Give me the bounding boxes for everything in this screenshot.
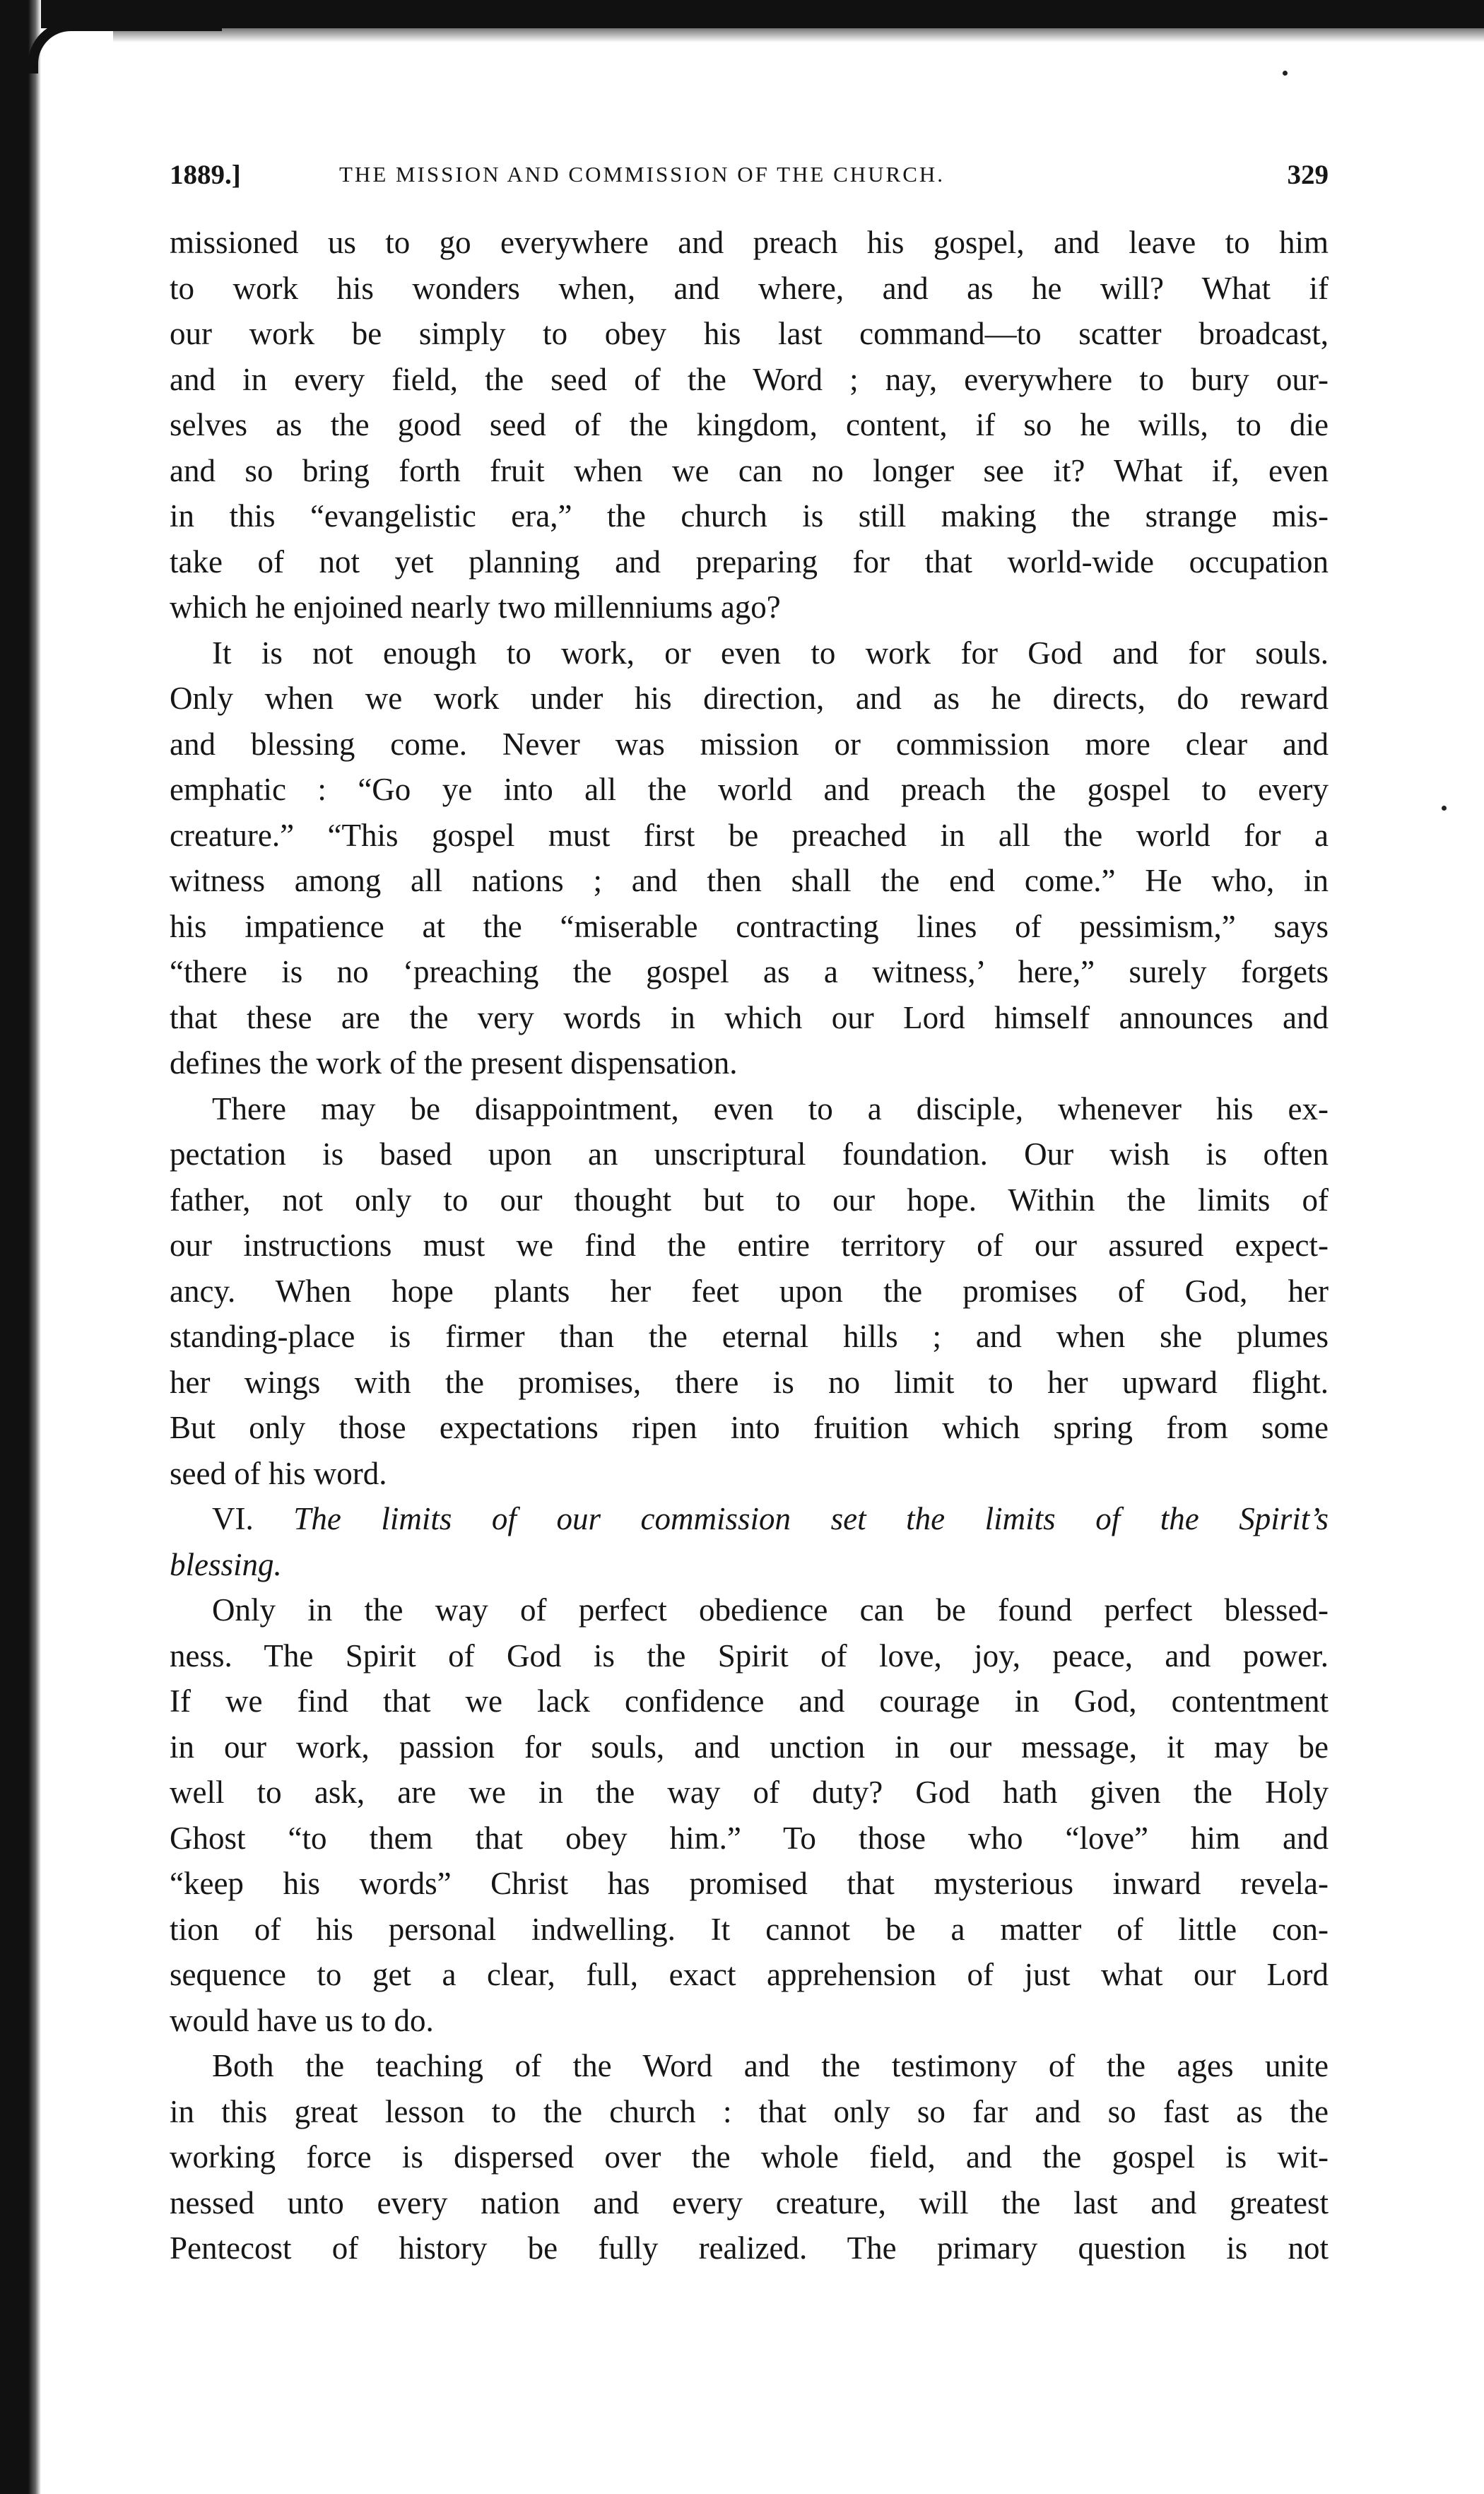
paragraph-4 — [170, 1587, 1329, 2043]
paragraph-2 — [170, 630, 1329, 1086]
text-line: to work his wonders when, and where, and as he will? What if — [170, 270, 1329, 306]
section-heading-line — [170, 1496, 1329, 1542]
scan-speck — [1283, 71, 1288, 76]
section-heading — [170, 1496, 1329, 1587]
scan-page-curl — [28, 21, 222, 73]
text-line: seed of his word. — [170, 1455, 387, 1491]
text-line: Ghost “to them that obey him.” To those who “love” him and — [170, 1820, 1329, 1856]
text-line: take of not yet planning and preparing for that world-wide occupation — [170, 543, 1329, 580]
text-line: witness among all nations ; and then shall the end come.” He who, in — [170, 863, 1329, 898]
section-heading-text: The limits of our commission set the limits of the Spirit’s — [293, 1501, 1329, 1536]
text-line: selves as the good seed of the kingdom, content, if so he wills, to die — [170, 407, 1329, 442]
text-line: that these are the very words in which our Lord himself announces and — [170, 999, 1329, 1035]
page-number: 329 — [1287, 160, 1329, 190]
text-line: working force is dispersed over the whole field, and the gospel is wit- — [170, 2139, 1329, 2175]
paragraph-3 — [170, 1086, 1329, 1497]
running-head-title: THE MISSION AND COMMISSION OF THE CHURCH. — [339, 162, 946, 187]
text-line: There may be disappointment, even to a disciple, whenever his ex- — [212, 1090, 1329, 1127]
scan-top-border — [0, 0, 1484, 28]
text-line: and so bring forth fruit when we can no longer see it? What if, even — [170, 452, 1329, 488]
paragraph-1 — [170, 220, 1329, 630]
text-line: Both the teaching of the Word and the testimony of the ages unite — [212, 2048, 1329, 2083]
text-line: and blessing come. Never was mission or commission more clear and — [170, 726, 1329, 762]
text-line: well to ask, are we in the way of duty? God hath given the Holy — [170, 1775, 1329, 1810]
text-line: would have us to do. — [170, 2002, 434, 2038]
text-line: nessed unto every nation and every creature, will the last and greatest — [170, 2184, 1329, 2221]
text-line: But only those expectations ripen into fruition which spring from some — [170, 1410, 1329, 1445]
text-line: father, not only to our thought but to our hope. Within the limits of — [170, 1182, 1329, 1218]
text-line: Only in the way of perfect obedience can be found perfect blessed- — [212, 1592, 1329, 1628]
text-line: “keep his words” Christ has promised that mysterious inward revela- — [170, 1866, 1329, 1901]
text-line: ancy. When hope plants her feet upon the promises of God, her — [170, 1273, 1329, 1309]
text-line: If we find that we lack confidence and courage in God, contentment — [170, 1683, 1329, 1719]
text-line: “there is no ‘preaching the gospel as a witness,’ here,” surely forgets — [170, 954, 1329, 989]
document-page — [170, 159, 1329, 2271]
text-line: ness. The Spirit of God is the Spirit of love, joy, peace, and power. — [170, 1637, 1329, 1674]
text-line: our work be simply to obey his last command—to scatter broadcast, — [170, 316, 1329, 351]
text-line: Pentecost of history be fully realized. The primary question is not — [170, 2230, 1329, 2266]
text-line: emphatic : “Go ye into all the world and preach the gospel to every — [170, 772, 1329, 807]
paragraph-5 — [170, 2043, 1329, 2271]
text-line: It is not enough to work, or even to work for God and for souls. — [212, 635, 1329, 671]
text-line: in this great lesson to the church : that only so far and so fast as the — [170, 2093, 1329, 2129]
text-line: pectation is based upon an unscriptural foundation. Our wish is often — [170, 1136, 1329, 1172]
scan-speck — [1442, 806, 1447, 811]
text-line: standing-place is firmer than the eternal hills ; and when she plumes — [170, 1319, 1329, 1354]
running-head-year: 1889.] — [170, 160, 241, 190]
text-line: which he enjoined nearly two millenniums ago? — [170, 589, 781, 625]
text-line: defines the work of the present dispensation. — [170, 1045, 738, 1081]
section-heading-text: blessing. — [170, 1546, 282, 1582]
text-line: in this “evangelistic era,” the church is still making the strange mis- — [170, 498, 1329, 534]
text-line: creature.” “This gospel must first be preached in all the world for a — [170, 817, 1329, 853]
text-line: her wings with the promises, there is no limit to her upward flight. — [170, 1364, 1329, 1400]
text-line: tion of his personal indwelling. It cannot be a matter of little con- — [170, 1911, 1329, 1947]
text-line: Only when we work under his direction, and as he directs, do reward — [170, 681, 1329, 716]
running-head — [170, 159, 1329, 201]
text-line: our instructions must we find the entire territory of our assured expect- — [170, 1228, 1329, 1263]
scan-left-border — [0, 0, 41, 2494]
text-line: and in every field, the seed of the Word ; nay, everywhere to bury our- — [170, 361, 1329, 397]
text-line: his impatience at the “miserable contracting lines of pessimism,” says — [170, 908, 1329, 944]
section-numeral: VI. — [212, 1501, 254, 1536]
text-line: sequence to get a clear, full, exact apprehension of just what our Lord — [170, 1957, 1329, 1992]
scan-top-shadow — [113, 28, 1484, 42]
text-line: missioned us to go everywhere and preach his gospel, and leave to him — [170, 225, 1329, 260]
text-line: in our work, passion for souls, and unction in our message, it may be — [170, 1729, 1329, 1765]
